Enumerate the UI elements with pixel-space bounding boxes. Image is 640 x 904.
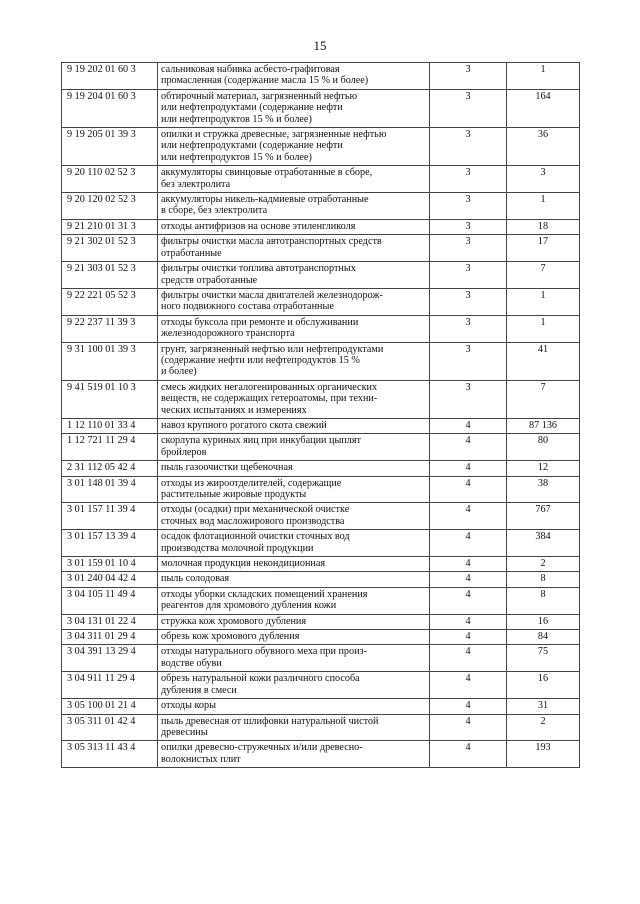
waste-code-cell: 1 12 721 11 29 4: [62, 434, 158, 461]
hazard-class-cell: 4: [430, 530, 507, 557]
waste-code-cell: 3 01 157 13 39 4: [62, 530, 158, 557]
hazard-class-cell: 3: [430, 63, 507, 90]
amount-cell: 1: [507, 193, 580, 220]
table-row: [62, 557, 580, 572]
amount-cell: 75: [507, 645, 580, 672]
waste-name-cell: отходы буксола при ремонте и обслуживании железнодорожного транспорта: [158, 315, 430, 342]
waste-code-cell: 1 12 110 01 33 4: [62, 418, 158, 433]
amount-cell: 84: [507, 630, 580, 645]
amount-cell: 16: [507, 672, 580, 699]
waste-code-cell: 9 21 210 01 31 3: [62, 219, 158, 234]
waste-code-cell: 9 22 237 11 39 3: [62, 315, 158, 342]
waste-name-cell: фильтры очистки масла двигателей железнодорож- ного подвижного состава отработанные: [158, 288, 430, 315]
waste-code-cell: 9 41 519 01 10 3: [62, 380, 158, 418]
amount-cell: 1: [507, 288, 580, 315]
amount-cell: 7: [507, 262, 580, 289]
table-row: [62, 128, 580, 166]
table-row: [62, 63, 580, 90]
waste-name-cell: отходы коры: [158, 699, 430, 714]
hazard-class-cell: 3: [430, 342, 507, 380]
waste-code-cell: 9 21 303 01 52 3: [62, 262, 158, 289]
waste-code-cell: 3 05 100 01 21 4: [62, 699, 158, 714]
table-row: [62, 434, 580, 461]
amount-cell: 87 136: [507, 418, 580, 433]
waste-code-cell: 2 31 112 05 42 4: [62, 461, 158, 476]
waste-code-cell: 9 19 204 01 60 3: [62, 89, 158, 127]
table-row: [62, 741, 580, 768]
waste-code-cell: 3 04 131 01 22 4: [62, 614, 158, 629]
table-row: [62, 342, 580, 380]
waste-code-cell: 3 05 313 11 43 4: [62, 741, 158, 768]
table-row: [62, 699, 580, 714]
waste-name-cell: стружка кож хромового дубления: [158, 614, 430, 629]
hazard-class-cell: 4: [430, 714, 507, 741]
waste-name-cell: отходы антифризов на основе этиленгликоля: [158, 219, 430, 234]
table-row: [62, 672, 580, 699]
waste-code-cell: 3 01 240 04 42 4: [62, 572, 158, 587]
table-row: [62, 587, 580, 614]
hazard-class-cell: 3: [430, 89, 507, 127]
hazard-class-cell: 4: [430, 434, 507, 461]
hazard-class-cell: 3: [430, 380, 507, 418]
amount-cell: 8: [507, 572, 580, 587]
table-row: [62, 166, 580, 193]
waste-name-cell: отходы уборки складских помещений хранения реагентов для хромового дубления кожи: [158, 587, 430, 614]
table-row: [62, 572, 580, 587]
table-row: [62, 315, 580, 342]
table-row: [62, 461, 580, 476]
table-row: [62, 262, 580, 289]
table-row: [62, 630, 580, 645]
amount-cell: 3: [507, 166, 580, 193]
table-row: [62, 503, 580, 530]
amount-cell: 384: [507, 530, 580, 557]
table-row: [62, 89, 580, 127]
amount-cell: 31: [507, 699, 580, 714]
waste-code-cell: 9 20 120 02 52 3: [62, 193, 158, 220]
amount-cell: 17: [507, 235, 580, 262]
hazard-class-cell: 4: [430, 699, 507, 714]
waste-code-cell: 9 20 110 02 52 3: [62, 166, 158, 193]
amount-cell: 18: [507, 219, 580, 234]
waste-name-cell: сальниковая набивка асбесто-графитовая промасленная (содержание масла 15 % и более): [158, 63, 430, 90]
hazard-class-cell: 3: [430, 235, 507, 262]
waste-name-cell: смесь жидких негалогенированных органических веществ, не содержащих гетероатомы, при техни- ческих испытаниях и измерениях: [158, 380, 430, 418]
table-row: [62, 219, 580, 234]
waste-name-cell: пыль древесная от шлифовки натуральной чистой древесины: [158, 714, 430, 741]
waste-code-cell: 3 05 311 01 42 4: [62, 714, 158, 741]
waste-name-cell: грунт, загрязненный нефтью или нефтепродуктами (содержание нефти или нефтепродуктов 15 % и более): [158, 342, 430, 380]
table-row: [62, 193, 580, 220]
amount-cell: 41: [507, 342, 580, 380]
waste-name-cell: молочная продукция некондиционная: [158, 557, 430, 572]
amount-cell: 1: [507, 315, 580, 342]
waste-name-cell: опилки и стружка древесные, загрязненные нефтью или нефтепродуктами (содержание нефти или нефтепродуктов 15 % и более): [158, 128, 430, 166]
hazard-class-cell: 3: [430, 288, 507, 315]
table-row: [62, 614, 580, 629]
waste-code-cell: 9 22 221 05 52 3: [62, 288, 158, 315]
waste-code-cell: 9 19 202 01 60 3: [62, 63, 158, 90]
table-row: [62, 418, 580, 433]
hazard-class-cell: 4: [430, 503, 507, 530]
waste-code-cell: 3 04 911 11 29 4: [62, 672, 158, 699]
waste-name-cell: пыль солодовая: [158, 572, 430, 587]
amount-cell: 2: [507, 714, 580, 741]
amount-cell: 1: [507, 63, 580, 90]
waste-code-cell: 3 01 157 11 39 4: [62, 503, 158, 530]
hazard-class-cell: 4: [430, 418, 507, 433]
amount-cell: 193: [507, 741, 580, 768]
waste-name-cell: фильтры очистки топлива автотранспортных средств отработанные: [158, 262, 430, 289]
waste-name-cell: фильтры очистки масла автотранспортных средств отработанные: [158, 235, 430, 262]
waste-name-cell: отходы натурального обувного меха при произ- водстве обуви: [158, 645, 430, 672]
waste-name-cell: пыль газоочистки щебеночная: [158, 461, 430, 476]
table-row: [62, 476, 580, 503]
table-row: [62, 288, 580, 315]
waste-table: [61, 62, 580, 768]
waste-name-cell: опилки древесно-стружечных и/или древесно- волокнистых плит: [158, 741, 430, 768]
hazard-class-cell: 3: [430, 219, 507, 234]
hazard-class-cell: 4: [430, 741, 507, 768]
table-row: [62, 645, 580, 672]
hazard-class-cell: 3: [430, 262, 507, 289]
amount-cell: 2: [507, 557, 580, 572]
waste-code-cell: 9 31 100 01 39 3: [62, 342, 158, 380]
waste-name-cell: обрезь кож хромового дубления: [158, 630, 430, 645]
waste-name-cell: осадок флотационной очистки сточных вод производства молочной продукции: [158, 530, 430, 557]
amount-cell: 36: [507, 128, 580, 166]
hazard-class-cell: 4: [430, 645, 507, 672]
waste-name-cell: навоз крупного рогатого скота свежий: [158, 418, 430, 433]
waste-code-cell: 3 04 105 11 49 4: [62, 587, 158, 614]
waste-name-cell: обрезь натуральной кожи различного способа дубления в смеси: [158, 672, 430, 699]
hazard-class-cell: 4: [430, 572, 507, 587]
waste-code-cell: 9 19 205 01 39 3: [62, 128, 158, 166]
waste-code-cell: 9 21 302 01 52 3: [62, 235, 158, 262]
hazard-class-cell: 4: [430, 557, 507, 572]
page-number: 15: [313, 38, 327, 53]
amount-cell: 16: [507, 614, 580, 629]
hazard-class-cell: 3: [430, 166, 507, 193]
amount-cell: 80: [507, 434, 580, 461]
amount-cell: 12: [507, 461, 580, 476]
amount-cell: 7: [507, 380, 580, 418]
hazard-class-cell: 3: [430, 315, 507, 342]
table-row: [62, 530, 580, 557]
table-row: [62, 235, 580, 262]
hazard-class-cell: 4: [430, 672, 507, 699]
waste-name-cell: аккумуляторы никель-кадмиевые отработанные в сборе, без электролита: [158, 193, 430, 220]
table-row: [62, 714, 580, 741]
waste-name-cell: аккумуляторы свинцовые отработанные в сборе, без электролита: [158, 166, 430, 193]
waste-code-cell: 3 01 159 01 10 4: [62, 557, 158, 572]
waste-code-cell: 3 01 148 01 39 4: [62, 476, 158, 503]
amount-cell: 38: [507, 476, 580, 503]
amount-cell: 8: [507, 587, 580, 614]
waste-name-cell: обтирочный материал, загрязненный нефтью или нефтепродуктами (содержание нефти или нефтепродуктов 15 % и более): [158, 89, 430, 127]
waste-table-body: [62, 63, 580, 768]
waste-name-cell: отходы (осадки) при механической очистке сточных вод масложирового производства: [158, 503, 430, 530]
amount-cell: 767: [507, 503, 580, 530]
hazard-class-cell: 3: [430, 193, 507, 220]
waste-name-cell: отходы из жироотделителей, содержащие растительные жировые продукты: [158, 476, 430, 503]
hazard-class-cell: 4: [430, 476, 507, 503]
hazard-class-cell: 4: [430, 614, 507, 629]
waste-name-cell: скорлупа куриных яиц при инкубации цыплят бройлеров: [158, 434, 430, 461]
hazard-class-cell: 4: [430, 587, 507, 614]
waste-code-cell: 3 04 311 01 29 4: [62, 630, 158, 645]
waste-code-cell: 3 04 391 13 29 4: [62, 645, 158, 672]
hazard-class-cell: 4: [430, 461, 507, 476]
table-row: [62, 380, 580, 418]
hazard-class-cell: 4: [430, 630, 507, 645]
amount-cell: 164: [507, 89, 580, 127]
hazard-class-cell: 3: [430, 128, 507, 166]
